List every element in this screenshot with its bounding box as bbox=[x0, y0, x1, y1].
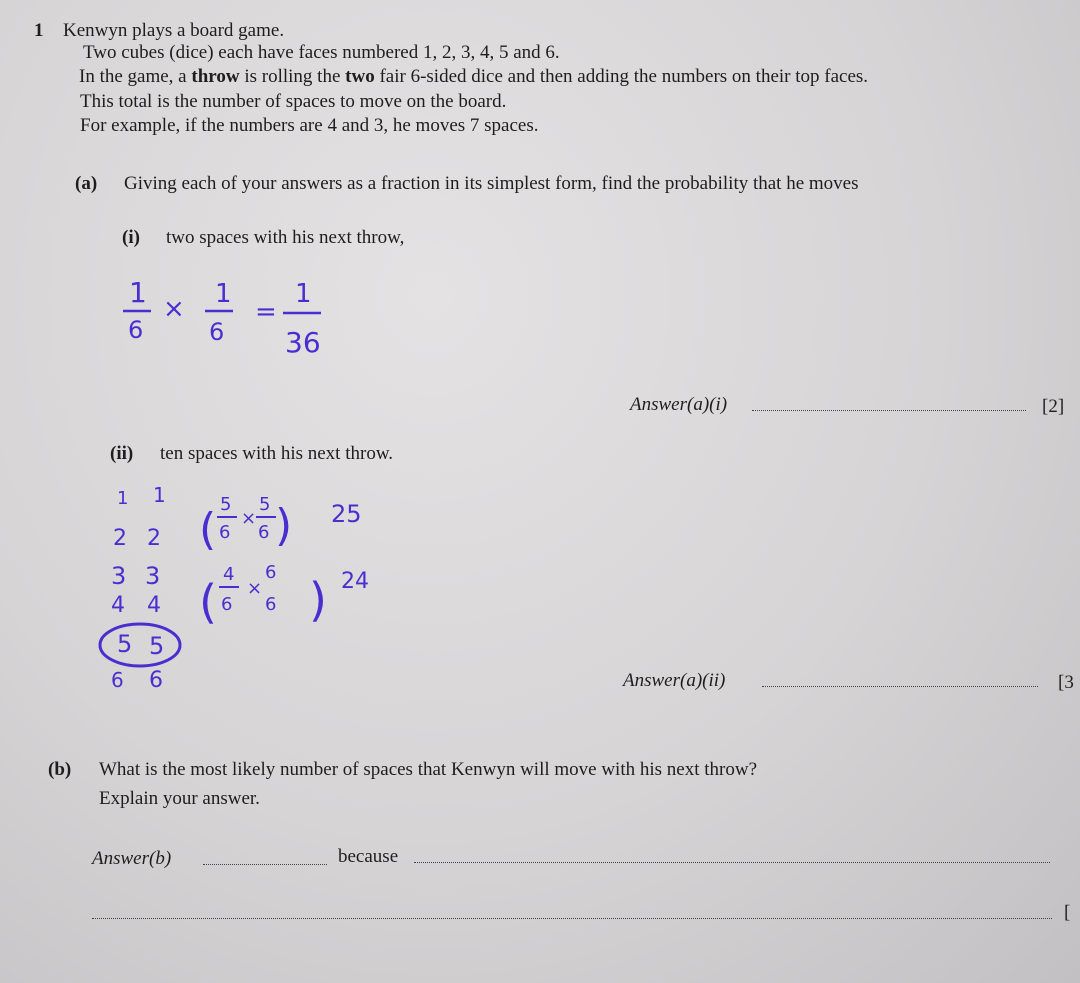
because-label: because bbox=[338, 846, 399, 867]
pair-6-b: 6 bbox=[149, 668, 163, 693]
pair-2-b: 2 bbox=[147, 526, 161, 551]
intro-line-2: Two cubes (dice) each have faces numbered 1, 2, 3, 4, 5 and 6. bbox=[83, 42, 560, 63]
paren-close-1: ) bbox=[275, 500, 293, 551]
g2-n1: 4 bbox=[223, 564, 235, 585]
part-b-label: (b) bbox=[48, 759, 72, 780]
explanation-line[interactable] bbox=[92, 918, 1052, 919]
g1-n1: 5 bbox=[220, 494, 232, 515]
frac3-num: 1 bbox=[295, 279, 312, 309]
g1-n2: 5 bbox=[259, 494, 271, 515]
pair-5-a: 5 bbox=[117, 630, 133, 658]
pair-4-a: 4 bbox=[111, 593, 125, 618]
pair-1-a: 1 bbox=[117, 488, 129, 509]
throw-word: throw bbox=[191, 66, 240, 87]
throw-pre: In the game, a bbox=[79, 66, 192, 87]
marks-a-i: [2] bbox=[1042, 396, 1065, 417]
because-line[interactable] bbox=[414, 862, 1050, 863]
pair-1-b: 1 bbox=[153, 483, 166, 507]
part-a-ii-text: ten spaces with his next throw. bbox=[160, 443, 394, 464]
two-word: two bbox=[345, 66, 375, 87]
part-b-text2: Explain your answer. bbox=[99, 788, 260, 809]
answer-a-ii-label: Answer(a)(ii) bbox=[623, 670, 726, 691]
g2-d1: 6 bbox=[221, 594, 233, 615]
times-sign: × bbox=[163, 294, 185, 324]
frac2-den: 6 bbox=[209, 318, 225, 346]
answer-a-i-line[interactable] bbox=[752, 410, 1026, 411]
question-number: 1 bbox=[34, 20, 44, 41]
answer-b-line[interactable] bbox=[203, 864, 327, 865]
frac1-num: 1 bbox=[129, 276, 147, 309]
part-a-i-text: two spaces with his next throw, bbox=[166, 227, 405, 248]
g1-d1: 6 bbox=[219, 522, 231, 543]
pair-2-a: 2 bbox=[113, 526, 127, 551]
intro-line-3 bbox=[79, 66, 868, 88]
throw-mid: is rolling the bbox=[239, 66, 346, 87]
paren-open-2: ( bbox=[199, 575, 217, 629]
part-b-text: What is the most likely number of spaces that Kenwyn will move with his next throw? bbox=[99, 759, 758, 780]
intro-line-4: This total is the number of spaces to move on the board. bbox=[80, 91, 507, 112]
circled-pair bbox=[100, 624, 180, 666]
part-a-i-label: (i) bbox=[122, 227, 140, 248]
intro-line-5: For example, if the numbers are 4 and 3, he moves 7 spaces. bbox=[80, 115, 539, 136]
marks-b: [ bbox=[1064, 902, 1071, 923]
intro-line-1: Kenwyn plays a board game. bbox=[63, 20, 285, 41]
g2-n2: 6 bbox=[265, 562, 277, 583]
part-a-label: (a) bbox=[75, 173, 98, 194]
frac3-den: 36 bbox=[285, 326, 321, 359]
g2-times: × bbox=[247, 578, 263, 599]
equals-sign: = bbox=[255, 297, 277, 327]
paren-close-2: ) bbox=[309, 573, 327, 627]
throw-post: fair 6-sided dice and then adding the numbers on their top faces. bbox=[374, 66, 869, 87]
pair-3-a: 3 bbox=[111, 562, 127, 590]
pair-6-a: 6 bbox=[111, 668, 124, 692]
answer-b-label: Answer(b) bbox=[92, 848, 172, 869]
pair-5-b: 5 bbox=[149, 632, 165, 660]
g1-times: × bbox=[241, 508, 257, 529]
frac1-den: 6 bbox=[128, 316, 144, 344]
pair-3-b: 3 bbox=[145, 562, 161, 590]
g1-d2: 6 bbox=[258, 522, 270, 543]
paren-open-1: ( bbox=[199, 504, 217, 555]
part-a-text: Giving each of your answers as a fraction in its simplest form, find the probability that he moves bbox=[124, 173, 859, 194]
working-a-i bbox=[115, 270, 345, 365]
pair-4-b: 4 bbox=[147, 593, 161, 618]
marks-a-ii: [3 bbox=[1058, 672, 1074, 693]
g2-result: 24 bbox=[341, 569, 369, 594]
answer-a-i-label: Answer(a)(i) bbox=[630, 394, 728, 415]
g1-result: 25 bbox=[331, 500, 362, 528]
working-a-ii bbox=[95, 480, 395, 695]
frac2-num: 1 bbox=[215, 279, 232, 309]
g2-d2: 6 bbox=[265, 594, 277, 615]
answer-a-ii-line[interactable] bbox=[762, 686, 1038, 687]
part-a-ii-label: (ii) bbox=[110, 443, 134, 464]
